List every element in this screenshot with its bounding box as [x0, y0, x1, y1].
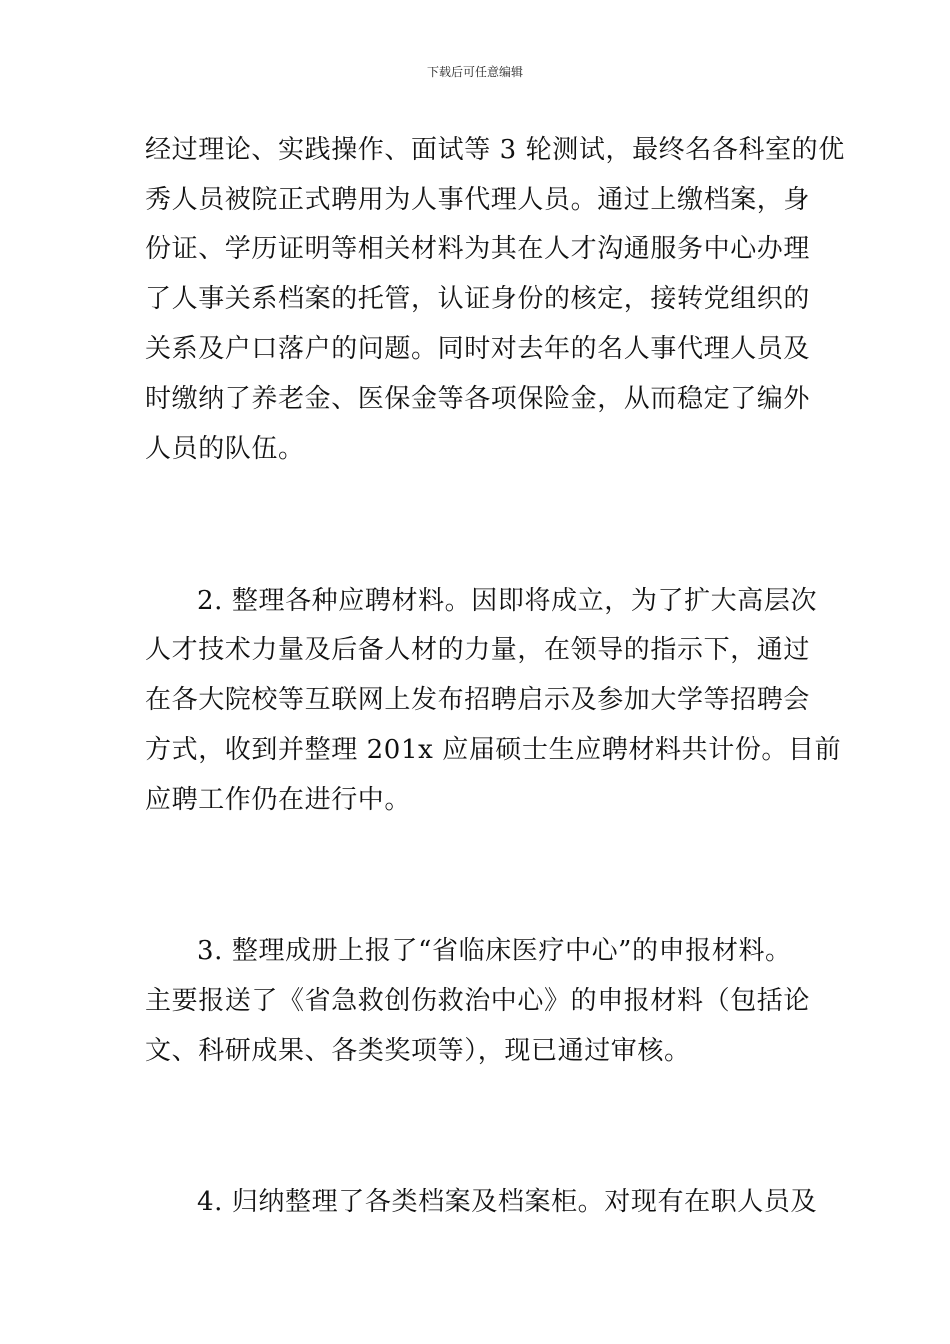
paragraph-3-line-2: 主要报送了《省急救创伤救治中心》的申报材料（包括论 — [145, 986, 811, 1016]
paragraph-2-line-4: 方式，收到并整理 201x 应届硕士生应聘材料共计份。目前 — [145, 735, 842, 765]
paragraph-1-line-4: 了人事关系档案的托管，认证身份的核定，接转党组织的 — [145, 284, 811, 314]
paragraph-1-line-1: 经过理论、实践操作、面试等 3 轮测试，最终名各科室的优 — [145, 135, 845, 165]
paragraph-1-line-7: 人员的队伍。 — [145, 434, 305, 464]
paragraph-2-line-3: 在各大院校等互联网上发布招聘启示及参加大学等招聘会 — [145, 685, 811, 715]
paragraph-1-line-6: 时缴纳了养老金、医保金等各项保险金，从而稳定了编外 — [145, 384, 811, 414]
paragraph-4-line-1: 4. 归纳整理了各类档案及档案柜。对现有在职人员及 — [197, 1187, 818, 1217]
paragraph-3-line-1: 3. 整理成册上报了“省临床医疗中心”的申报材料。 — [197, 936, 792, 966]
paragraph-2-line-2: 人才技术力量及后备人材的力量，在领导的指示下，通过 — [145, 635, 811, 665]
paragraph-2-line-5: 应聘工作仍在进行中。 — [145, 785, 412, 815]
paragraph-2-line-1: 2. 整理各种应聘材料。因即将成立，为了扩大高层次 — [197, 586, 818, 616]
paragraph-3-line-3: 文、科研成果、各类奖项等），现已通过审核。 — [145, 1036, 691, 1066]
paragraph-1-line-5: 关系及户口落户的问题。同时对去年的名人事代理人员及 — [145, 334, 811, 364]
paragraph-1-line-3: 份证、学历证明等相关材料为其在人才沟通服务中心办理 — [145, 234, 811, 264]
page-header: 下载后可任意编辑 — [426, 65, 523, 79]
paragraph-1-line-2: 秀人员被院正式聘用为人事代理人员。通过上缴档案，身 — [145, 185, 811, 215]
